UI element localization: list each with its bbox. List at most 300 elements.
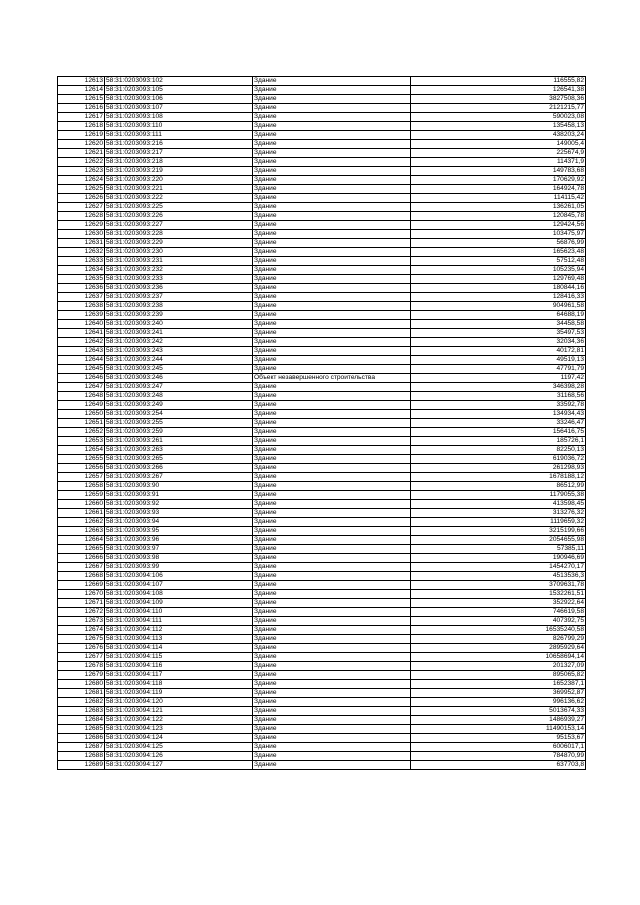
- cadastral-value-cell: 1486939,27: [411, 716, 586, 725]
- row-number-cell: 12671: [58, 599, 105, 608]
- cadastral-number-cell: 58:31:0203093:91: [105, 491, 253, 500]
- row-number-cell: 12641: [58, 329, 105, 338]
- cadastral-value-cell: 1197,42: [411, 374, 586, 383]
- row-number-cell: 12650: [58, 410, 105, 419]
- object-type-cell: Здание: [253, 491, 411, 500]
- cadastral-value-cell: 895065,82: [411, 671, 586, 680]
- row-number-cell: 12642: [58, 338, 105, 347]
- cadastral-value-cell: 95153,67: [411, 734, 586, 743]
- cadastral-value-cell: 3709631,78: [411, 581, 586, 590]
- row-number-cell: 12653: [58, 437, 105, 446]
- object-type-cell: Здание: [253, 518, 411, 527]
- row-number-cell: 12626: [58, 194, 105, 203]
- cadastral-value-cell: 3827508,36: [411, 95, 586, 104]
- row-number-cell: 12616: [58, 104, 105, 113]
- object-type-cell: Здание: [253, 392, 411, 401]
- cadastral-value-cell: 114115,42: [411, 194, 586, 203]
- cadastral-number-cell: 58:31:0203093:111: [105, 131, 253, 140]
- cadastral-value-cell: 369952,87: [411, 689, 586, 698]
- table-row: [58, 329, 586, 338]
- object-type-cell: Здание: [253, 500, 411, 509]
- object-type-cell: Здание: [253, 482, 411, 491]
- cadastral-number-cell: 58:31:0203093:247: [105, 383, 253, 392]
- table-row: [58, 680, 586, 689]
- row-number-cell: 12670: [58, 590, 105, 599]
- table-row: [58, 662, 586, 671]
- table-row: [58, 311, 586, 320]
- cadastral-number-cell: 58:31:0203093:225: [105, 203, 253, 212]
- table-row: [58, 518, 586, 527]
- cadastral-value-cell: 129424,56: [411, 221, 586, 230]
- object-type-cell: Здание: [253, 266, 411, 275]
- row-number-cell: 12622: [58, 158, 105, 167]
- object-type-cell: Здание: [253, 221, 411, 230]
- cadastral-number-cell: 58:31:0203093:232: [105, 266, 253, 275]
- object-type-cell: Здание: [253, 527, 411, 536]
- row-number-cell: 12643: [58, 347, 105, 356]
- table-row: [58, 500, 586, 509]
- cadastral-number-cell: 58:31:0203094:125: [105, 743, 253, 752]
- row-number-cell: 12683: [58, 707, 105, 716]
- row-number-cell: 12613: [58, 77, 105, 86]
- table-row: [58, 149, 586, 158]
- row-number-cell: 12629: [58, 221, 105, 230]
- row-number-cell: 12648: [58, 392, 105, 401]
- object-type-cell: Объект незавершенного строительства: [253, 374, 411, 383]
- cadastral-value-cell: 746619,58: [411, 608, 586, 617]
- table-row: [58, 482, 586, 491]
- cadastral-value-cell: 225674,9: [411, 149, 586, 158]
- cadastral-number-cell: 58:31:0203093:220: [105, 176, 253, 185]
- cadastral-value-cell: 105235,94: [411, 266, 586, 275]
- table-row: [58, 644, 586, 653]
- cadastral-value-cell: 126541,38: [411, 86, 586, 95]
- cadastral-value-cell: 82250,13: [411, 446, 586, 455]
- cadastral-number-cell: 58:31:0203094:122: [105, 716, 253, 725]
- object-type-cell: Здание: [253, 653, 411, 662]
- object-type-cell: Здание: [253, 401, 411, 410]
- row-number-cell: 12675: [58, 635, 105, 644]
- row-number-cell: 12658: [58, 482, 105, 491]
- cadastral-value-cell: 784870,99: [411, 752, 586, 761]
- row-number-cell: 12667: [58, 563, 105, 572]
- cadastral-number-cell: 58:31:0203093:240: [105, 320, 253, 329]
- cadastral-number-cell: 58:31:0203093:97: [105, 545, 253, 554]
- table-row: [58, 266, 586, 275]
- object-type-cell: Здание: [253, 86, 411, 95]
- table-row: [58, 221, 586, 230]
- object-type-cell: Здание: [253, 185, 411, 194]
- row-number-cell: 12623: [58, 167, 105, 176]
- row-number-cell: 12631: [58, 239, 105, 248]
- table-row: [58, 347, 586, 356]
- cadastral-value-cell: 35497,53: [411, 329, 586, 338]
- cadastral-value-cell: 996136,62: [411, 698, 586, 707]
- table-row: [58, 428, 586, 437]
- cadastral-number-cell: 58:31:0203093:108: [105, 113, 253, 122]
- row-number-cell: 12676: [58, 644, 105, 653]
- cadastral-value-cell: 165623,48: [411, 248, 586, 257]
- table-row: [58, 527, 586, 536]
- table-row: [58, 122, 586, 131]
- object-type-cell: Здание: [253, 149, 411, 158]
- object-type-cell: Здание: [253, 347, 411, 356]
- cadastral-number-cell: 58:31:0203093:222: [105, 194, 253, 203]
- row-number-cell: 12657: [58, 473, 105, 482]
- object-type-cell: Здание: [253, 248, 411, 257]
- cadastral-number-cell: 58:31:0203093:105: [105, 86, 253, 95]
- row-number-cell: 12654: [58, 446, 105, 455]
- row-number-cell: 12682: [58, 698, 105, 707]
- row-number-cell: 12628: [58, 212, 105, 221]
- table-row: [58, 257, 586, 266]
- cadastral-number-cell: 58:31:0203093:228: [105, 230, 253, 239]
- cadastral-number-cell: 58:31:0203093:267: [105, 473, 253, 482]
- cadastral-number-cell: 58:31:0203093:90: [105, 482, 253, 491]
- table-row: [58, 95, 586, 104]
- cadastral-number-cell: 58:31:0203094:114: [105, 644, 253, 653]
- object-type-cell: Здание: [253, 212, 411, 221]
- row-number-cell: 12614: [58, 86, 105, 95]
- cadastral-number-cell: 58:31:0203093:265: [105, 455, 253, 464]
- table-row: [58, 167, 586, 176]
- object-type-cell: Здание: [253, 644, 411, 653]
- object-type-cell: Здание: [253, 536, 411, 545]
- table-row: [58, 230, 586, 239]
- row-number-cell: 12624: [58, 176, 105, 185]
- object-type-cell: Здание: [253, 590, 411, 599]
- row-number-cell: 12684: [58, 716, 105, 725]
- cadastral-number-cell: 58:31:0203093:94: [105, 518, 253, 527]
- table-row: [58, 590, 586, 599]
- table-row: [58, 401, 586, 410]
- object-type-cell: Здание: [253, 689, 411, 698]
- table-row: [58, 743, 586, 752]
- row-number-cell: 12652: [58, 428, 105, 437]
- table-row: [58, 761, 586, 770]
- cadastral-value-cell: 16535240,58: [411, 626, 586, 635]
- object-type-cell: Здание: [253, 293, 411, 302]
- cadastral-value-cell: 129769,48: [411, 275, 586, 284]
- table-row: [58, 572, 586, 581]
- object-type-cell: Здание: [253, 662, 411, 671]
- cadastral-value-cell: 2121215,77: [411, 104, 586, 113]
- object-type-cell: Здание: [253, 356, 411, 365]
- row-number-cell: 12651: [58, 419, 105, 428]
- table-row: [58, 338, 586, 347]
- row-number-cell: 12679: [58, 671, 105, 680]
- table-row: [58, 248, 586, 257]
- table-row: [58, 113, 586, 122]
- table-row: [58, 635, 586, 644]
- row-number-cell: 12635: [58, 275, 105, 284]
- row-number-cell: 12674: [58, 626, 105, 635]
- object-type-cell: Здание: [253, 104, 411, 113]
- cadastral-value-cell: 190946,69: [411, 554, 586, 563]
- cadastral-value-cell: 116555,82: [411, 77, 586, 86]
- table-row: [58, 410, 586, 419]
- object-type-cell: Здание: [253, 761, 411, 770]
- cadastral-number-cell: 58:31:0203093:219: [105, 167, 253, 176]
- cadastral-number-cell: 58:31:0203094:110: [105, 608, 253, 617]
- table-row: [58, 509, 586, 518]
- table-row: [58, 284, 586, 293]
- table-row: [58, 320, 586, 329]
- row-number-cell: 12659: [58, 491, 105, 500]
- cadastral-value-cell: 170629,92: [411, 176, 586, 185]
- row-number-cell: 12621: [58, 149, 105, 158]
- cadastral-value-cell: 32034,36: [411, 338, 586, 347]
- table-row: [58, 698, 586, 707]
- object-type-cell: Здание: [253, 167, 411, 176]
- table-row: [58, 599, 586, 608]
- object-type-cell: Здание: [253, 509, 411, 518]
- object-type-cell: Здание: [253, 743, 411, 752]
- cadastral-number-cell: 58:31:0203093:239: [105, 311, 253, 320]
- row-number-cell: 12689: [58, 761, 105, 770]
- object-type-cell: Здание: [253, 257, 411, 266]
- cadastral-number-cell: 58:31:0203093:249: [105, 401, 253, 410]
- row-number-cell: 12627: [58, 203, 105, 212]
- cadastral-value-cell: 2895929,64: [411, 644, 586, 653]
- row-number-cell: 12656: [58, 464, 105, 473]
- table-row: [58, 293, 586, 302]
- cadastral-number-cell: 58:31:0203093:92: [105, 500, 253, 509]
- object-type-cell: Здание: [253, 437, 411, 446]
- cadastral-value-cell: 57385,11: [411, 545, 586, 554]
- cadastral-value-cell: 1532261,51: [411, 590, 586, 599]
- row-number-cell: 12633: [58, 257, 105, 266]
- cadastral-value-cell: 33246,47: [411, 419, 586, 428]
- table-row: [58, 419, 586, 428]
- object-type-cell: Здание: [253, 752, 411, 761]
- cadastral-value-cell: 136261,05: [411, 203, 586, 212]
- cadastral-number-cell: 58:31:0203093:107: [105, 104, 253, 113]
- row-number-cell: 12677: [58, 653, 105, 662]
- cadastral-number-cell: 58:31:0203093:237: [105, 293, 253, 302]
- table-row: [58, 545, 586, 554]
- cadastral-number-cell: 58:31:0203094:107: [105, 581, 253, 590]
- cadastral-value-cell: 352922,64: [411, 599, 586, 608]
- object-type-cell: Здание: [253, 545, 411, 554]
- cadastral-number-cell: 58:31:0203093:263: [105, 446, 253, 455]
- row-number-cell: 12681: [58, 689, 105, 698]
- row-number-cell: 12625: [58, 185, 105, 194]
- object-type-cell: Здание: [253, 626, 411, 635]
- row-number-cell: 12632: [58, 248, 105, 257]
- object-type-cell: Здание: [253, 572, 411, 581]
- object-type-cell: Здание: [253, 365, 411, 374]
- table-row: [58, 131, 586, 140]
- cadastral-number-cell: 58:31:0203093:241: [105, 329, 253, 338]
- cadastral-value-cell: 826799,29: [411, 635, 586, 644]
- row-number-cell: 12630: [58, 230, 105, 239]
- cadastral-number-cell: 58:31:0203094:119: [105, 689, 253, 698]
- object-type-cell: Здание: [253, 680, 411, 689]
- cadastral-value-cell: 313276,32: [411, 509, 586, 518]
- object-type-cell: Здание: [253, 284, 411, 293]
- cadastral-value-cell: 637703,8: [411, 761, 586, 770]
- object-type-cell: Здание: [253, 563, 411, 572]
- cadastral-number-cell: 58:31:0203093:266: [105, 464, 253, 473]
- table-row: [58, 581, 586, 590]
- object-type-cell: Здание: [253, 203, 411, 212]
- row-number-cell: 12649: [58, 401, 105, 410]
- cadastral-number-cell: 58:31:0203094:117: [105, 671, 253, 680]
- cadastral-value-cell: 1179055,38: [411, 491, 586, 500]
- row-number-cell: 12668: [58, 572, 105, 581]
- cadastral-number-cell: 58:31:0203093:99: [105, 563, 253, 572]
- table-row: [58, 194, 586, 203]
- object-type-cell: Здание: [253, 122, 411, 131]
- cadastral-value-cell: 134934,43: [411, 410, 586, 419]
- cadastral-number-cell: 58:31:0203094:115: [105, 653, 253, 662]
- row-number-cell: 12644: [58, 356, 105, 365]
- cadastral-number-cell: 58:31:0203093:238: [105, 302, 253, 311]
- row-number-cell: 12634: [58, 266, 105, 275]
- cadastral-number-cell: 58:31:0203094:121: [105, 707, 253, 716]
- cadastral-value-cell: 34458,58: [411, 320, 586, 329]
- cadastral-value-cell: 619036,72: [411, 455, 586, 464]
- row-number-cell: 12661: [58, 509, 105, 518]
- cadastral-value-cell: 103475,97: [411, 230, 586, 239]
- cadastral-value-cell: 185726,1: [411, 437, 586, 446]
- row-number-cell: 12664: [58, 536, 105, 545]
- row-number-cell: 12688: [58, 752, 105, 761]
- cadastral-number-cell: 58:31:0203093:231: [105, 257, 253, 266]
- row-number-cell: 12686: [58, 734, 105, 743]
- row-number-cell: 12673: [58, 617, 105, 626]
- cadastral-number-cell: 58:31:0203094:124: [105, 734, 253, 743]
- cadastral-value-cell: 114371,9: [411, 158, 586, 167]
- table-row: [58, 86, 586, 95]
- object-type-cell: Здание: [253, 338, 411, 347]
- object-type-cell: Здание: [253, 554, 411, 563]
- object-type-cell: Здание: [253, 302, 411, 311]
- table-row: [58, 212, 586, 221]
- cadastral-number-cell: 58:31:0203094:109: [105, 599, 253, 608]
- row-number-cell: 12662: [58, 518, 105, 527]
- row-number-cell: 12672: [58, 608, 105, 617]
- table-row: [58, 383, 586, 392]
- cadastral-value-cell: 3215199,66: [411, 527, 586, 536]
- cadastral-number-cell: 58:31:0203093:230: [105, 248, 253, 257]
- cadastral-number-cell: 58:31:0203094:123: [105, 725, 253, 734]
- row-number-cell: 12678: [58, 662, 105, 671]
- cadastral-number-cell: 58:31:0203094:126: [105, 752, 253, 761]
- table-row: [58, 752, 586, 761]
- object-type-cell: Здание: [253, 131, 411, 140]
- cadastral-number-cell: 58:31:0203093:98: [105, 554, 253, 563]
- table-row: [58, 365, 586, 374]
- cadastral-value-cell: 201327,09: [411, 662, 586, 671]
- object-type-cell: Здание: [253, 725, 411, 734]
- cadastral-value-cell: 57512,48: [411, 257, 586, 266]
- cadastral-number-cell: 58:31:0203093:255: [105, 419, 253, 428]
- object-type-cell: Здание: [253, 455, 411, 464]
- cadastral-value-cell: 33592,78: [411, 401, 586, 410]
- table-row: [58, 491, 586, 500]
- object-type-cell: Здание: [253, 320, 411, 329]
- table-row: [58, 239, 586, 248]
- table-row: [58, 275, 586, 284]
- cadastral-value-cell: 10658694,14: [411, 653, 586, 662]
- cadastral-records-table: [57, 76, 586, 770]
- object-type-cell: Здание: [253, 176, 411, 185]
- cadastral-value-cell: 135458,13: [411, 122, 586, 131]
- object-type-cell: Здание: [253, 158, 411, 167]
- cadastral-number-cell: 58:31:0203093:229: [105, 239, 253, 248]
- cadastral-number-cell: 58:31:0203094:106: [105, 572, 253, 581]
- row-number-cell: 12655: [58, 455, 105, 464]
- cadastral-value-cell: 31168,56: [411, 392, 586, 401]
- table-row: [58, 563, 586, 572]
- table-row: [58, 671, 586, 680]
- row-number-cell: 12636: [58, 284, 105, 293]
- cadastral-value-cell: 1652387,1: [411, 680, 586, 689]
- cadastral-number-cell: 58:31:0203093:245: [105, 365, 253, 374]
- object-type-cell: Здание: [253, 617, 411, 626]
- object-type-cell: Здание: [253, 635, 411, 644]
- object-type-cell: Здание: [253, 608, 411, 617]
- row-number-cell: 12638: [58, 302, 105, 311]
- table-row: [58, 725, 586, 734]
- row-number-cell: 12615: [58, 95, 105, 104]
- object-type-cell: Здание: [253, 734, 411, 743]
- cadastral-value-cell: 2054655,98: [411, 536, 586, 545]
- row-number-cell: 12660: [58, 500, 105, 509]
- object-type-cell: Здание: [253, 140, 411, 149]
- table-row: [58, 716, 586, 725]
- table-row: [58, 455, 586, 464]
- object-type-cell: Здание: [253, 194, 411, 203]
- cadastral-number-cell: 58:31:0203093:110: [105, 122, 253, 131]
- cadastral-number-cell: 58:31:0203093:95: [105, 527, 253, 536]
- row-number-cell: 12620: [58, 140, 105, 149]
- table-row: [58, 374, 586, 383]
- cadastral-value-cell: 4513536,3: [411, 572, 586, 581]
- cadastral-number-cell: 58:31:0203093:96: [105, 536, 253, 545]
- table-row: [58, 617, 586, 626]
- table-row: [58, 437, 586, 446]
- cadastral-number-cell: 58:31:0203094:116: [105, 662, 253, 671]
- object-type-cell: Здание: [253, 581, 411, 590]
- table-row: [58, 734, 586, 743]
- cadastral-number-cell: 58:31:0203094:127: [105, 761, 253, 770]
- cadastral-value-cell: 64688,19: [411, 311, 586, 320]
- row-number-cell: 12619: [58, 131, 105, 140]
- object-type-cell: Здание: [253, 275, 411, 284]
- cadastral-value-cell: 1454270,17: [411, 563, 586, 572]
- object-type-cell: Здание: [253, 113, 411, 122]
- row-number-cell: 12665: [58, 545, 105, 554]
- table-row: [58, 464, 586, 473]
- cadastral-number-cell: 58:31:0203093:244: [105, 356, 253, 365]
- table-row: [58, 203, 586, 212]
- cadastral-number-cell: 58:31:0203093:246: [105, 374, 253, 383]
- cadastral-number-cell: 58:31:0203093:93: [105, 509, 253, 518]
- records-table-body: [58, 77, 586, 770]
- cadastral-value-cell: 156416,75: [411, 428, 586, 437]
- cadastral-value-cell: 1119659,32: [411, 518, 586, 527]
- cadastral-number-cell: 58:31:0203094:118: [105, 680, 253, 689]
- cadastral-value-cell: 438203,24: [411, 131, 586, 140]
- table-row: [58, 653, 586, 662]
- cadastral-value-cell: 47791,79: [411, 365, 586, 374]
- table-row: [58, 626, 586, 635]
- cadastral-number-cell: 58:31:0203094:108: [105, 590, 253, 599]
- table-row: [58, 608, 586, 617]
